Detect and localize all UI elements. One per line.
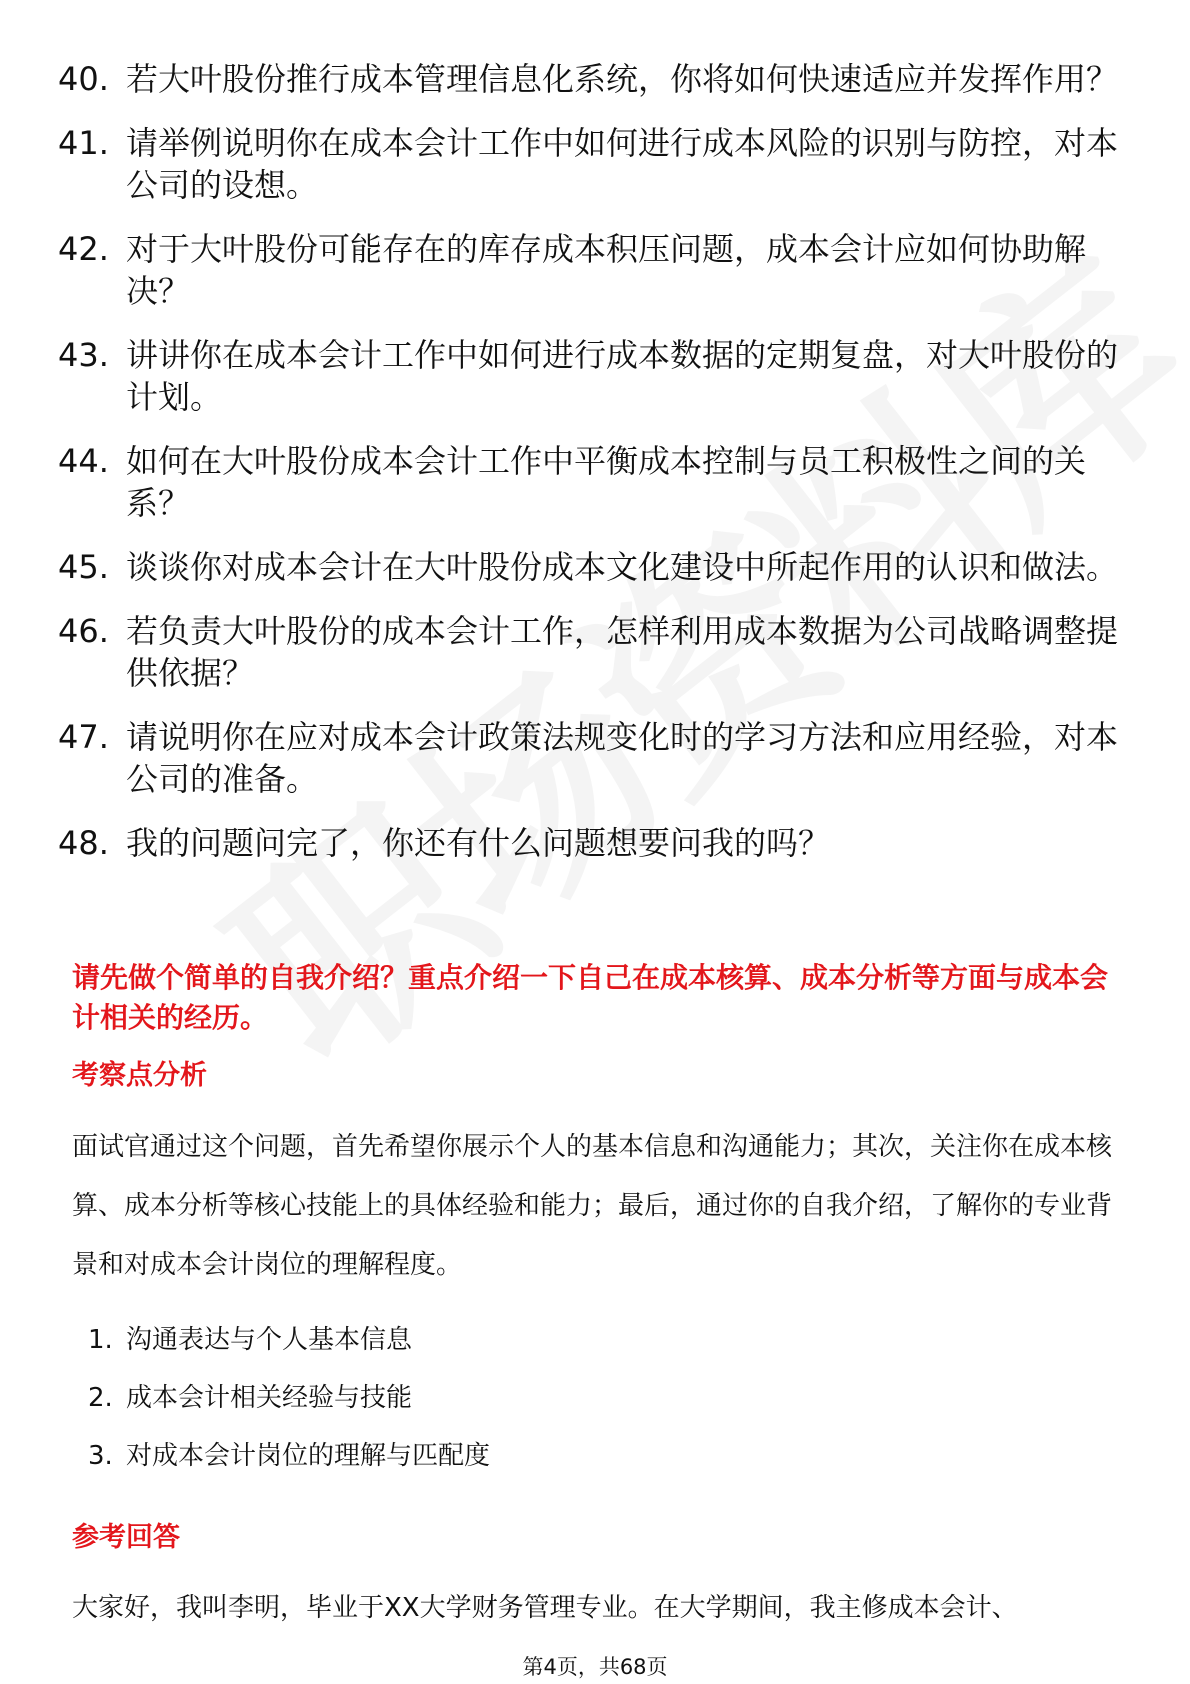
answer-title: 参考回答: [72, 1522, 180, 1553]
question-text: 我的问题问完了，你还有什么问题想要问我的吗？: [126, 824, 831, 862]
analysis-paragraph: 面试官通过这个问题，首先希望你展示个人的基本信息和沟通能力；其次，关注你在成本核算、成本分析等核心技能上的具体经验和能力；最后，通过你的自我介绍，了解你的专业背景和对成本会计岗位的理解程度。: [72, 1132, 1113, 1280]
question-text: 如何在大叶股份成本会计工作中平衡成本控制与员工积极性之间的关系？: [126, 442, 1087, 522]
question-item: [58, 822, 1118, 864]
list-item: [88, 1438, 490, 1474]
question-list: [58, 58, 1118, 886]
question-item: [58, 716, 1118, 800]
answer-paragraph: 大家好，我叫李明，毕业于XX大学财务管理专业。在大学期间，我主修成本会计、: [72, 1593, 1018, 1623]
question-text: 谈谈你对成本会计在大叶股份成本文化建设中所起作用的认识和做法。: [126, 548, 1119, 586]
question-item: [58, 440, 1118, 524]
list-text: 对成本会计岗位的理解与匹配度: [126, 1441, 491, 1471]
question-number: 45.: [58, 548, 109, 586]
question-text: 若负责大叶股份的成本会计工作，怎样利用成本数据为公司战略调整提供依据？: [126, 612, 1119, 692]
analysis-title: 考察点分析: [72, 1060, 207, 1091]
list-number: 1.: [88, 1325, 113, 1355]
list-number: 2.: [88, 1383, 113, 1413]
question-number: 46.: [58, 612, 109, 650]
interview-question-heading: 请先做个简单的自我介绍？重点介绍一下自己在成本核算、成本分析等方面与成本会计相关的经历。: [72, 961, 1109, 1034]
question-number: 48.: [58, 824, 109, 862]
question-number: 47.: [58, 718, 109, 756]
list-item: [88, 1322, 490, 1358]
page-footer: 第4页，共68页: [522, 1655, 668, 1679]
question-item: [58, 58, 1118, 100]
list-item: [88, 1380, 490, 1416]
list-text: 成本会计相关经验与技能: [126, 1383, 413, 1413]
question-item: [58, 546, 1118, 588]
question-text: 对于大叶股份可能存在的库存成本积压问题，成本会计应如何协助解决？: [126, 230, 1087, 310]
question-item: [58, 334, 1118, 418]
question-text: 若大叶股份推行成本管理信息化系统，你将如何快速适应并发挥作用？: [126, 60, 1119, 98]
list-text: 沟通表达与个人基本信息: [126, 1325, 413, 1355]
key-points-list: [88, 1322, 490, 1496]
list-number: 3.: [88, 1441, 113, 1471]
question-text: 请举例说明你在成本会计工作中如何进行成本风险的识别与防控，对本公司的设想。: [126, 124, 1119, 204]
question-item: [58, 228, 1118, 312]
question-number: 44.: [58, 442, 109, 480]
question-text: 讲讲你在成本会计工作中如何进行成本数据的定期复盘，对大叶股份的计划。: [126, 336, 1119, 416]
question-text: 请说明你在应对成本会计政策法规变化时的学习方法和应用经验，对本公司的准备。: [126, 718, 1119, 798]
question-item: [58, 610, 1118, 694]
question-number: 40.: [58, 60, 109, 98]
question-number: 43.: [58, 336, 109, 374]
question-item: [58, 122, 1118, 206]
question-number: 42.: [58, 230, 109, 268]
question-number: 41.: [58, 124, 109, 162]
